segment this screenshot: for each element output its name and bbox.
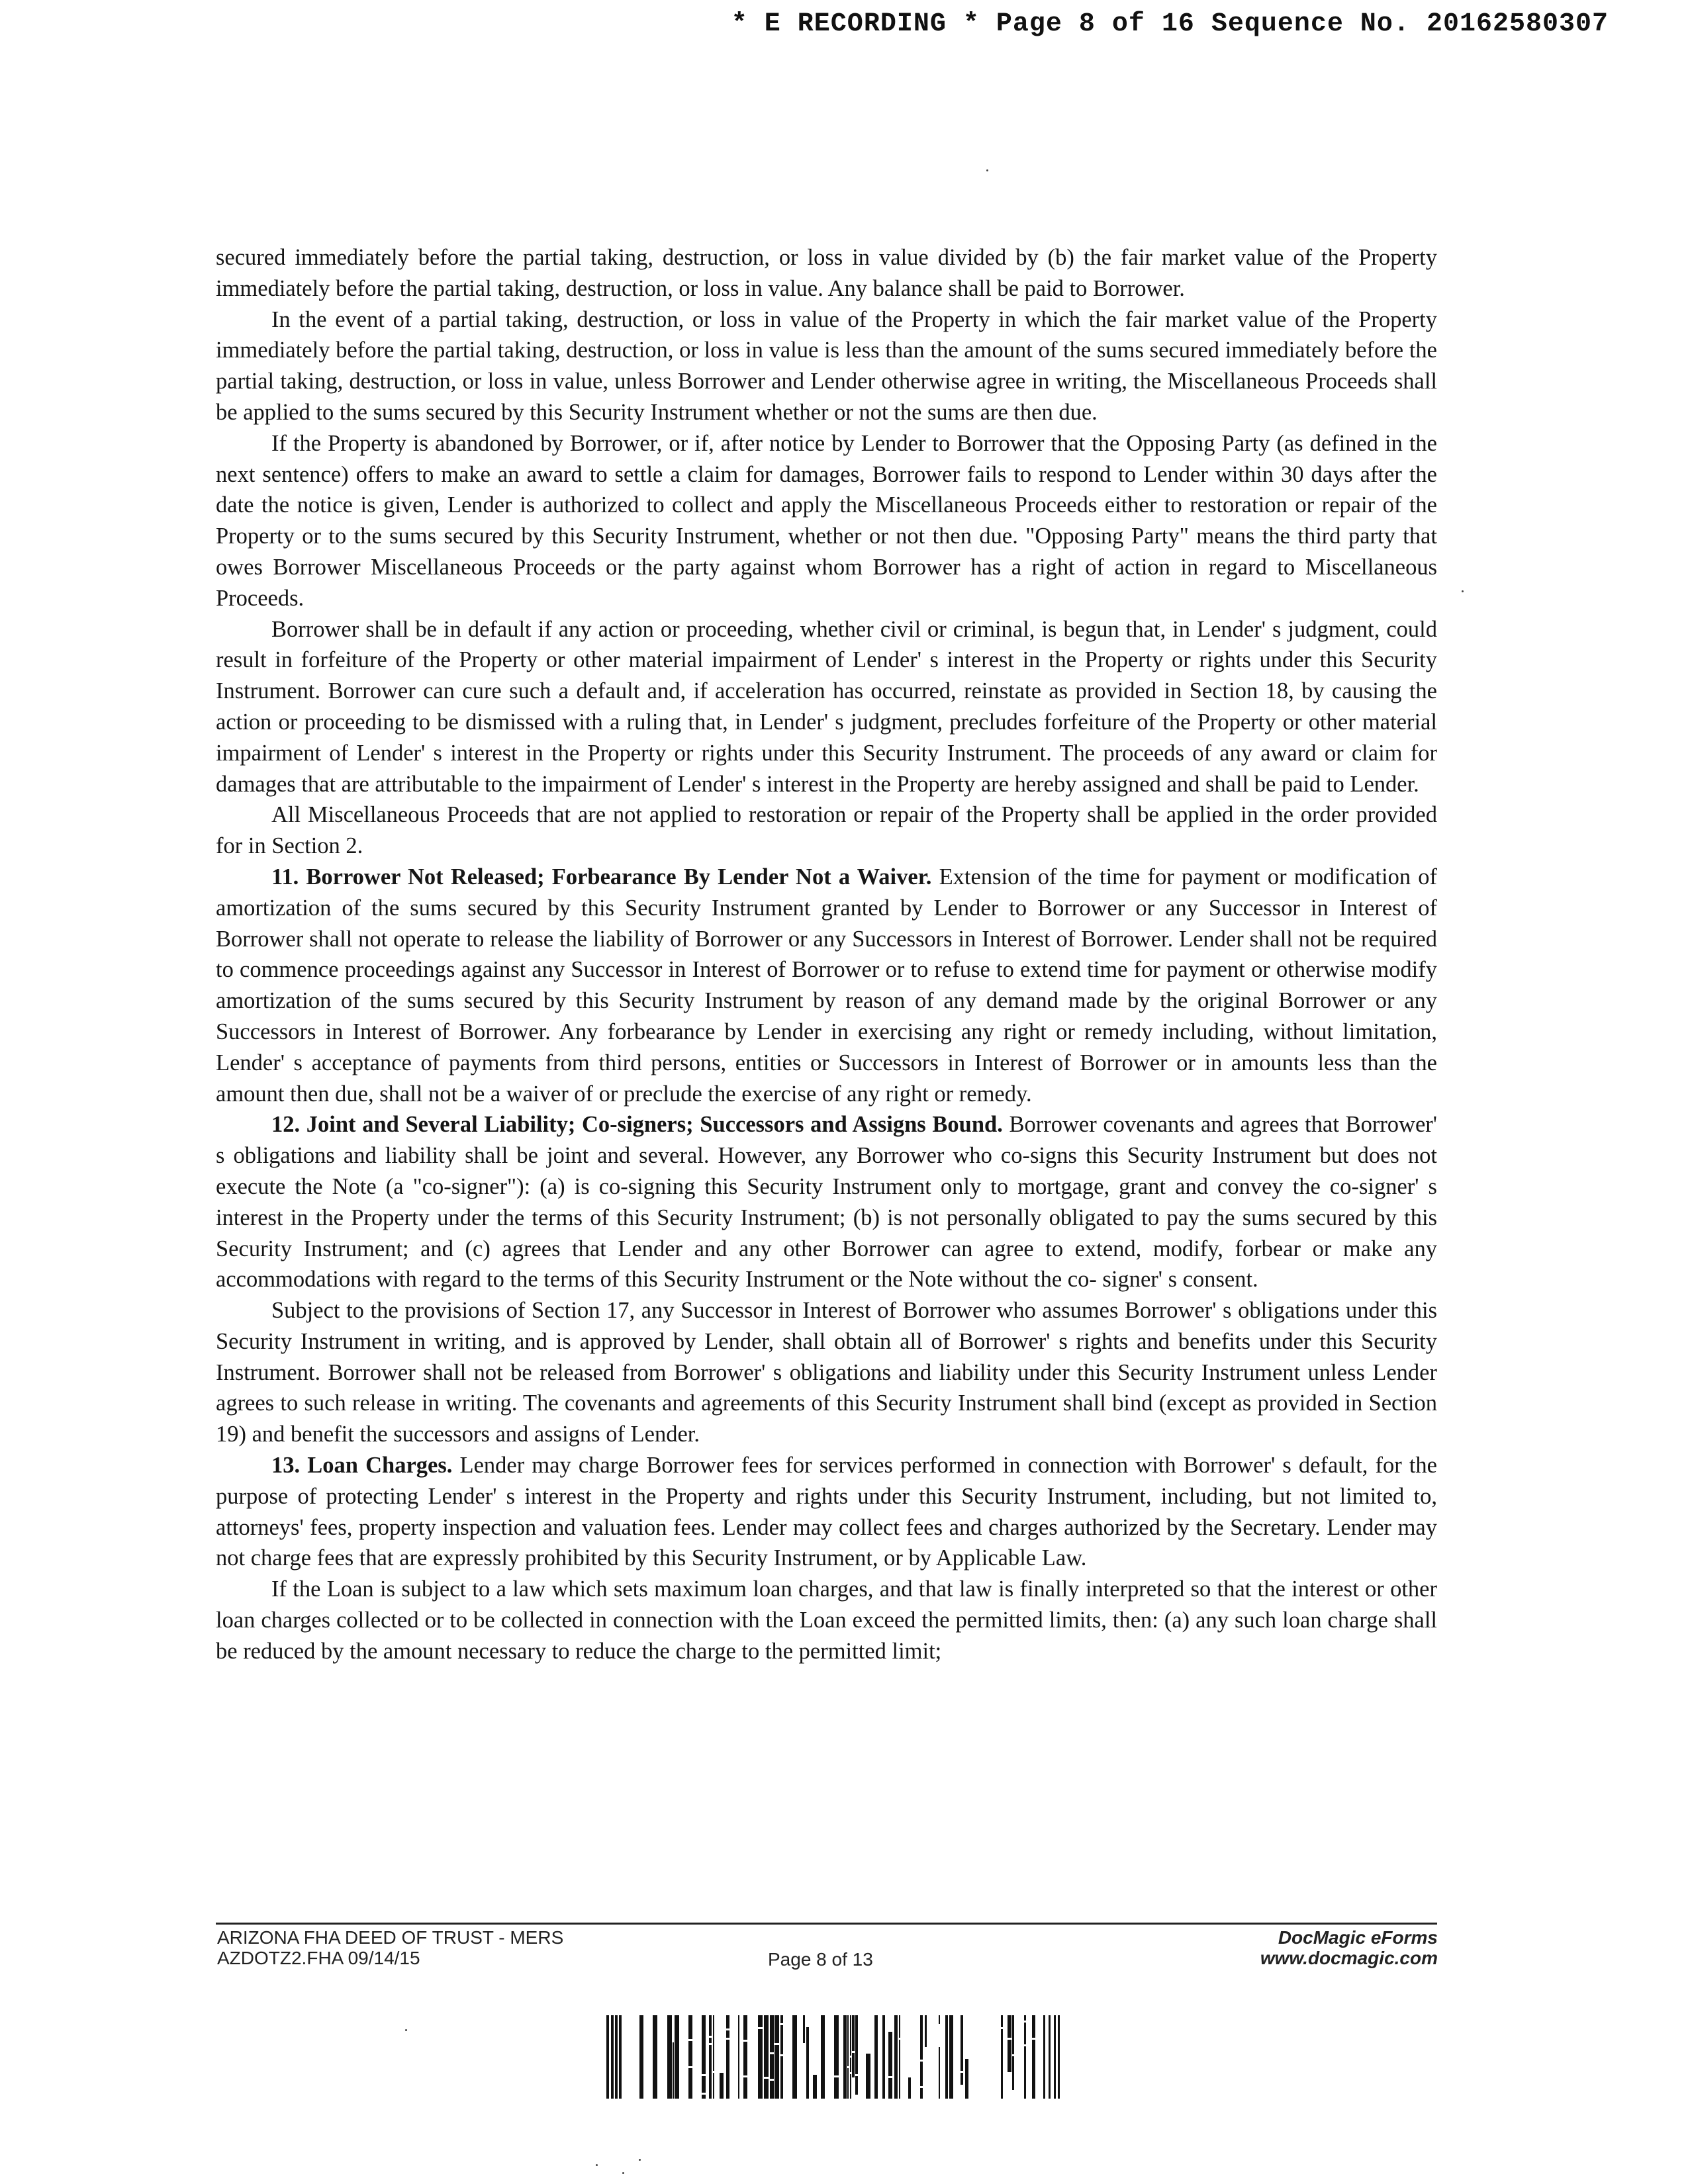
document-body	[216, 242, 1437, 1667]
paragraph: In the event of a partial taking, destruction, or loss in value of the Property in which the fair market value of the Property immediately before the partial taking, destruction, or loss in value is less than the amount of the sums secured immediately before the partial taking, destruction, or loss in value, unless Borrower and Lender otherwise agree in writing, the Miscellaneous Proceeds shall be applied to the sums secured by this Security Instrument whether or not the sums are then due.	[216, 306, 1437, 425]
barcode	[606, 2015, 1060, 2099]
section-13-paragraph: 13. Loan Charges. Lender may charge Borrower fees for services performed in connection with Borrower' s default, for the purpose of protecting Lender' s interest in the Property and rights under this Security Instrument, including, but not limited to, attorneys' fees, property inspection and valuation fees. Lender may collect fees and charges authorized by the Secretary. Lender may not charge fees that are expressly prohibited by this Security Instrument, or by Applicable Law.	[216, 1453, 1437, 1571]
paragraph: secured immediately before the partial taking, destruction, or loss in value divided by (b) the fair market value of the Property immediately before the partial taking, destruction, or loss in value. Any balance shall be paid to Borrower.	[216, 245, 1437, 301]
section-12-paragraph: 12. Joint and Several Liability; Co-signers; Successors and Assigns Bound. Borrower covenants and agrees that Borrower' s obligations and liability shall be joint and several. However, any Borrower who co-signs this Security Instrument but does not execute the Note (a "co-signer"): (a) is co-signing this Security Instrument only to mortgage, grant and convey the co-signer' s interest in the Property under the terms of this Security Instrument; (b) is not personally obligated to pay the sums secured by this Security Instrument; and (c) agrees that Lender and any other Borrower can agree to extend, modify, forbear or make any accommodations with regard to the terms of this Security Instrument or the Note without the co- signer' s consent.	[216, 1112, 1437, 1293]
footer-divider	[216, 1923, 1437, 1925]
paragraph: All Miscellaneous Proceeds that are not applied to restoration or repair of the Property shall be applied in the order provided for in Section 2.	[216, 802, 1437, 859]
scan-speck	[596, 2164, 598, 2166]
footer-form-info	[217, 1927, 563, 1968]
brand-website: www.docmagic.com	[1260, 1948, 1438, 1968]
scan-speck	[639, 2159, 641, 2161]
scan-speck	[1462, 590, 1464, 592]
section-heading: 12. Joint and Several Liability; Co-signers; Successors and Assigns Bound.	[271, 1112, 1003, 1138]
section-11-paragraph: 11. Borrower Not Released; Forbearance By Lender Not a Waiver. Extension of the time for payment or modification of amortization of the sums secured by this Security Instrument granted by Lender to Borrower or any Successor in Interest of Borrower shall not operate to release the liability of Borrower or any Successors in Interest of Borrower. Lender shall not be required to commence proceedings against any Successor in Interest of Borrower or to refuse to extend time for payment or otherwise modify amortization of the sums secured by this Security Instrument by reason of any demand made by the original Borrower or any Successors in Interest of Borrower. Any forbearance by Lender in exercising any right or remedy including, without limitation, Lender' s acceptance of payments from third persons, entities or Successors in Interest of Borrower or in amounts less than the amount then due, shall not be a waiver of or preclude the exercise of any right or remedy.	[216, 864, 1437, 1107]
form-title: ARIZONA FHA DEED OF TRUST - MERS	[217, 1927, 564, 1948]
section-heading: 13. Loan Charges.	[271, 1453, 453, 1479]
scan-speck	[622, 2172, 624, 2174]
brand-logo: DocMagic eForms	[1278, 1927, 1438, 1948]
paragraph: If the Loan is subject to a law which sets maximum loan charges, and that law is finally interpreted so that the interest or other loan charges collected or to be collected in connection with the Loan exceed the permitted limits, then: (a) any such loan charge shall be reduced by the amount necessary to reduce the charge to the permitted limit;	[216, 1576, 1437, 1664]
section-heading: 11. Borrower Not Released; Forbearance By Lender Not a Waiver.	[271, 864, 932, 889]
recording-stamp: * E RECORDING * Page 8 of 16 Sequence No. 20162580307	[731, 9, 1609, 39]
paragraph: Subject to the provisions of Section 17, any Successor in Interest of Borrower who assumes Borrower' s obligations under this Security Instrument in writing, and is approved by Lender, shall obtain all of Borrower' s rights and benefits under this Security Instrument. Borrower shall not be released from Borrower' s obligations and liability under this Security Instrument unless Lender agrees to such release in writing. The covenants and agreements of this Security Instrument shall bind (except as provided in Section 19) and benefit the successors and assigns of Lender.	[216, 1298, 1437, 1447]
footer-brand	[1260, 1927, 1438, 1968]
page-number: Page 8 of 13	[768, 1949, 873, 1970]
form-code: AZDOTZ2.FHA 09/14/15	[217, 1948, 420, 1968]
paragraph: Borrower shall be in default if any action or proceeding, whether civil or criminal, is begun that, in Lender' s judgment, could result in forfeiture of the Property or other material impairment of Lender' s interest in the Property or rights under this Security Instrument. Borrower can cure such a default and, if acceleration has occurred, reinstate as provided in Section 18, by causing the action or proceeding to be dismissed with a ruling that, in Lender' s judgment, precludes forfeiture of the Property or other material impairment of Lender' s interest in the Property or rights under this Security Instrument. The proceeds of any award or claim for damages that are attributable to the impairment of Lender' s interest in the Property are hereby assigned and shall be paid to Lender.	[216, 616, 1437, 797]
scan-speck	[986, 169, 988, 171]
scan-speck	[405, 2029, 407, 2031]
paragraph: If the Property is abandoned by Borrower, or if, after notice by Lender to Borrower that the Opposing Party (as defined in the next sentence) offers to make an award to settle a claim for damages, Borrower fails to respond to Lender within 30 days after the date the notice is given, Lender is authorized to collect and apply the Miscellaneous Proceeds either to restoration or repair of the Property or to the sums secured by this Security Instrument, whether or not then due. "Opposing Party" means the third party that owes Borrower Miscellaneous Proceeds or the party against whom Borrower has a right of action in regard to Miscellaneous Proceeds.	[216, 430, 1437, 611]
